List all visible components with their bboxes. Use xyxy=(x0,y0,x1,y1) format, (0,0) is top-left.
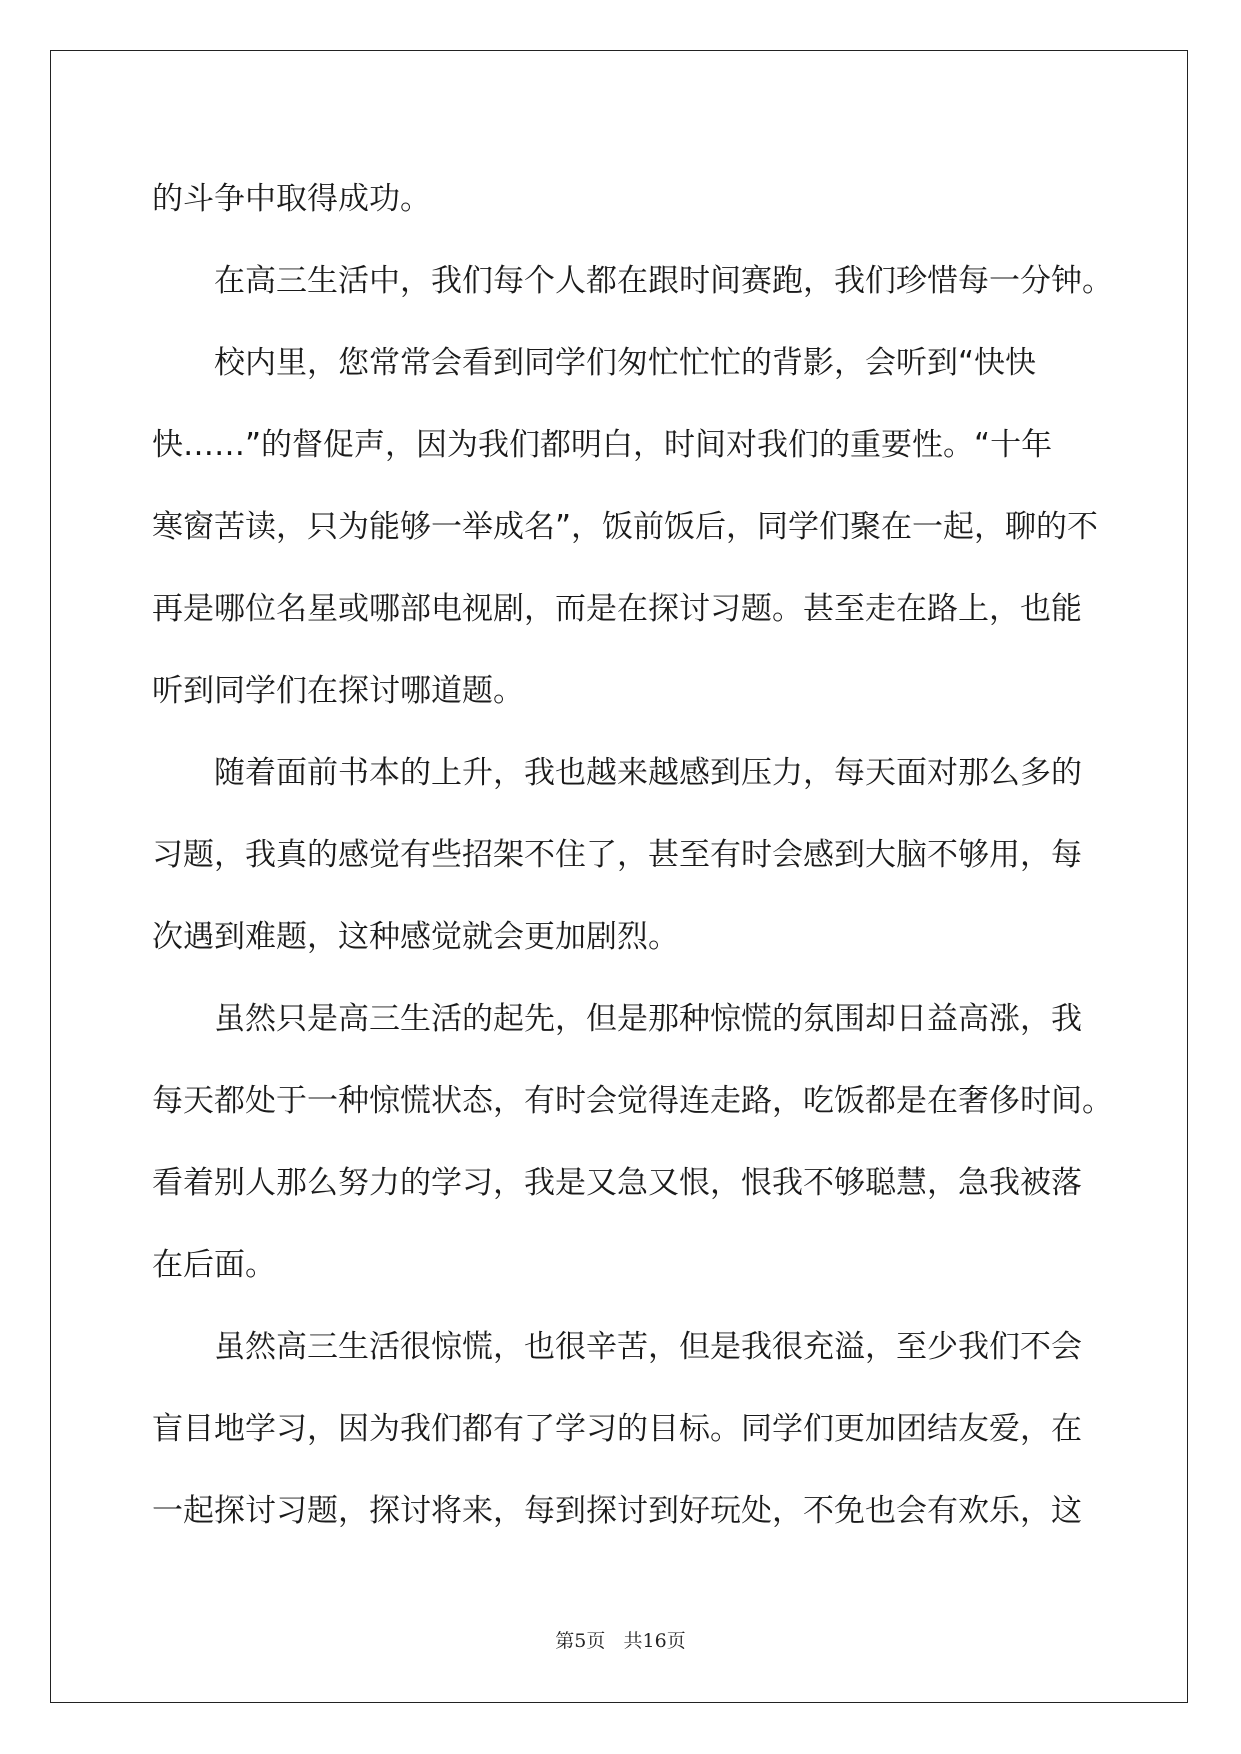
text-line: 看着别人那么努力的学习，我是又急又恨，恨我不够聪慧，急我被落 xyxy=(152,1165,1082,1201)
text-line: 习题，我真的感觉有些招架不住了，甚至有时会感到大脑不够用，每 xyxy=(152,837,1082,873)
text-line: 再是哪位名星或哪部电视剧，而是在探讨习题。甚至走在路上，也能 xyxy=(152,591,1082,627)
text-line: 快……”的督促声，因为我们都明白，时间对我们的重要性。“十年 xyxy=(152,427,1053,463)
text-line: 每天都处于一种惊慌状态，有时会觉得连走路，吃饭都是在奢侈时间。 xyxy=(152,1083,1113,1119)
text-line: 校内里，您常常会看到同学们匆忙忙忙的背影，会听到“快快 xyxy=(214,345,1037,381)
total-suffix: 页 xyxy=(666,1630,686,1652)
text-line: 虽然高三生活很惊慌，也很辛苦，但是我很充溢，至少我们不会 xyxy=(214,1329,1082,1365)
total-pages: 16 xyxy=(642,1630,667,1652)
text-line: 在后面。 xyxy=(152,1247,276,1283)
page-footer xyxy=(0,1626,1241,1653)
document-body xyxy=(152,158,1113,1552)
total-prefix: 共 xyxy=(623,1630,643,1652)
text-line: 盲目地学习，因为我们都有了学习的目标。同学们更加团结友爱，在 xyxy=(152,1411,1082,1447)
text-line: 虽然只是高三生活的起先，但是那种惊慌的氛围却日益高涨，我 xyxy=(214,1001,1082,1037)
text-line: 一起探讨习题，探讨将来，每到探讨到好玩处，不免也会有欢乐，这 xyxy=(152,1493,1082,1529)
text-line: 寒窗苦读，只为能够一举成名”，饭前饭后，同学们聚在一起，聊的不 xyxy=(152,509,1099,545)
page-suffix: 页 xyxy=(586,1630,606,1652)
text-line: 听到同学们在探讨哪道题。 xyxy=(152,673,524,709)
text-line: 次遇到难题，这种感觉就会更加剧烈。 xyxy=(152,919,679,955)
text-line: 的斗争中取得成功。 xyxy=(152,181,431,217)
page-prefix: 第 xyxy=(555,1630,575,1652)
page-number: 5 xyxy=(574,1630,587,1652)
text-line: 随着面前书本的上升，我也越来越感到压力，每天面对那么多的 xyxy=(214,755,1082,791)
text-line: 在高三生活中，我们每个人都在跟时间赛跑，我们珍惜每一分钟。 xyxy=(214,263,1113,299)
